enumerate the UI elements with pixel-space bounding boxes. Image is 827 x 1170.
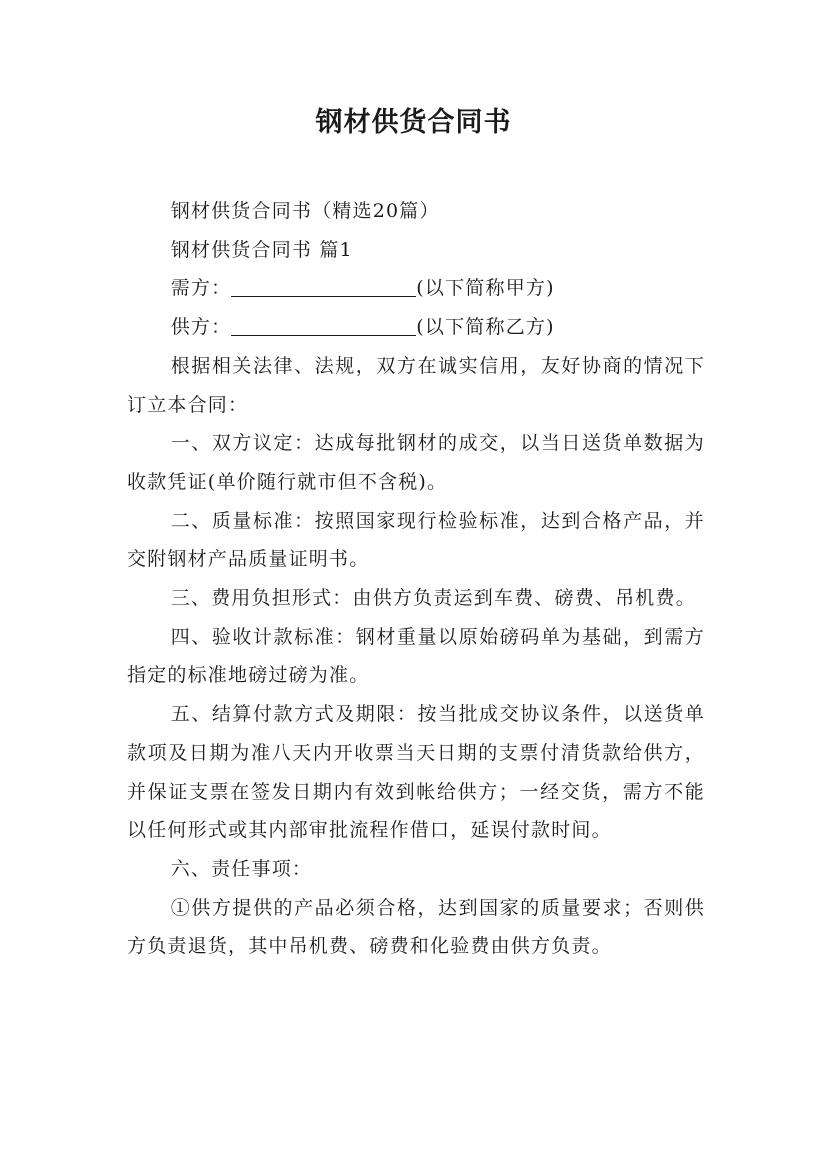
part-heading: 钢材供货合同书 篇1: [170, 238, 353, 261]
paragraph-clause-1: 一、双方议定：达成每批钢材的成交，以当日送货单数据为收款凭证(单价随行就市但不含税)。: [127, 432, 705, 493]
document-body: [127, 192, 705, 966]
supplier-suffix: (以下简称乙方): [416, 316, 555, 339]
buyer-line: [127, 269, 705, 308]
buyer-label: 需方：: [170, 277, 232, 300]
paragraph-clause-6-item-1: ①供方提供的产品必须合格，达到国家的质量要求；否则供方负责退货，其中吊机费、磅费和化验费由供方负责。: [127, 896, 705, 958]
paragraph-clause-5: 五、结算付款方式及期限：按当批成交协议条件，以送货单款项及日期为准八天内开收票当天日期的支票付清货款给供方，并保证支票在签发日期内有效到帐给供方；一经交货，需方不能以任何形式或其内部审批流程作借口，延误付款时间。: [127, 703, 705, 842]
paragraph-clause-4: 四、验收计款标准：钢材重量以原始磅码单为基础，到需方指定的标准地磅过磅为准。: [127, 625, 705, 687]
supplier-label: 供方：: [170, 316, 232, 339]
paragraph-preamble: 根据相关法律、法规，双方在诚实信用，友好协商的情况下订立本合同：: [127, 354, 705, 416]
supplier-name-blank: [231, 316, 416, 336]
paragraph-clause-6-heading: 六、责任事项：: [170, 857, 313, 880]
document-title: 钢材供货合同书: [315, 107, 512, 138]
paragraph-clause-2: 二、质量标准：按照国家现行检验标准，达到合格产品，并交附钢材产品质量证明书。: [127, 509, 705, 571]
buyer-suffix: (以下简称甲方): [416, 277, 555, 300]
intro-line: 钢材供货合同书（精选20篇）: [170, 200, 440, 222]
buyer-name-blank: [231, 277, 416, 297]
paragraph-clause-3: 三、费用负担形式：由供方负责运到车费、磅费、吊机费。: [170, 587, 696, 610]
supplier-line: [127, 308, 705, 347]
